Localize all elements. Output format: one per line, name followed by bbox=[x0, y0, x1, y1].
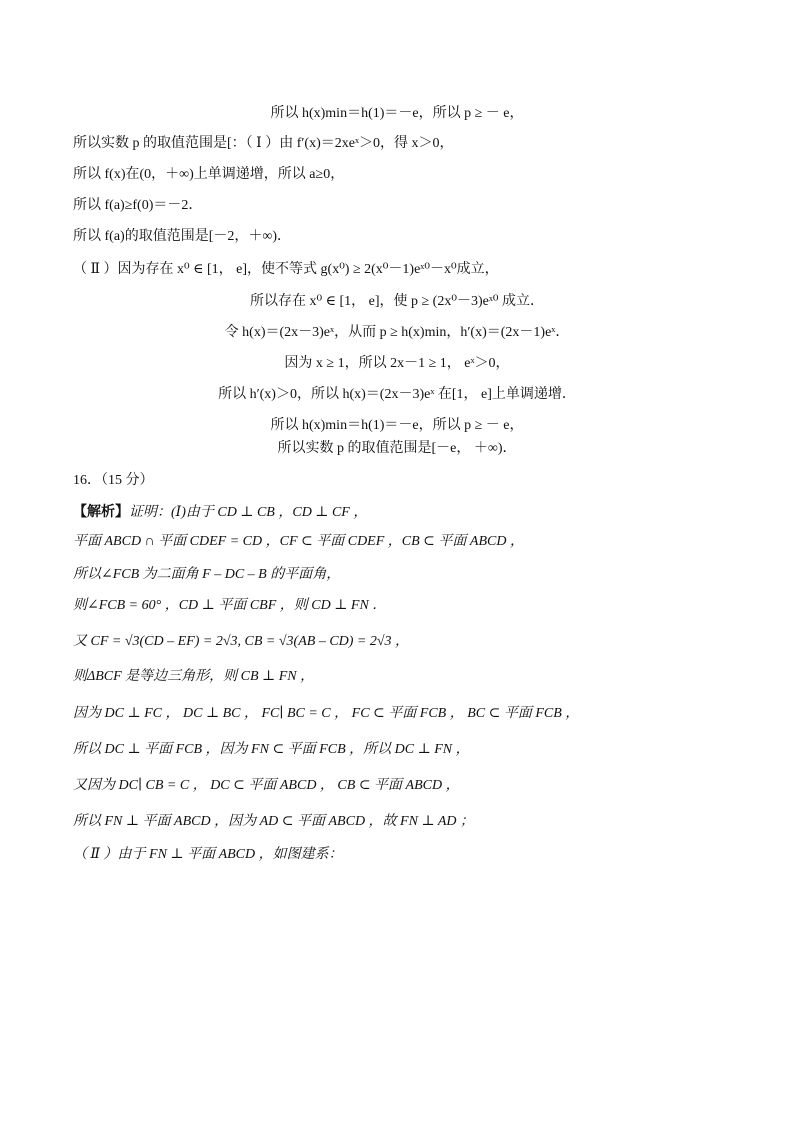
text-line: 所以 f(a)≥f(0)＝－2． bbox=[73, 198, 203, 213]
text-line: 所以 h′(x)＞0，所以 h(x)＝(2x－3)eˣ 在[1， e]上单调递增． bbox=[218, 387, 576, 402]
text-line: 因为 x ≥ 1，所以 2x－1 ≥ 1， eˣ＞0， bbox=[284, 356, 510, 371]
text-line: 则∠FCB = 60° ，CD ⊥ 平面 CBF ，则 CD ⊥ FN ． bbox=[73, 598, 387, 613]
text-line: 所以 f(a)的取值范围是[－2，＋∞)． bbox=[73, 229, 292, 244]
text-line: 令 h(x)＝(2x－3)eˣ，从而 p ≥ h(x)min，h′(x)＝(2x－1)eˣ． bbox=[224, 325, 570, 340]
text-line: 所以∠FCB 为二面角 F – DC – B 的平面角， bbox=[73, 567, 341, 582]
text-line: 所以 h(x)min＝h(1)＝－e，所以 p ≥ － e， bbox=[270, 106, 524, 121]
text-line: 因为 DC ⊥ FC ， DC ⊥ BC ， FC∣ BC = C ， FC ⊂ 平面 FCB ， BC ⊂ 平面 FCB ， bbox=[73, 706, 580, 721]
text-line: 所以 FN ⊥ 平面 ABCD ，因为 AD ⊂ 平面 ABCD ，故 FN ⊥ AD ； bbox=[73, 814, 475, 829]
question-number: 16．（15 分） bbox=[73, 473, 154, 488]
text-line: 所以实数 p 的取值范围是[：（ Ⅰ ）由 f′(x)＝2xeˣ＞0，得 x＞0， bbox=[73, 136, 454, 151]
text-line: （ Ⅱ ）由于 FN ⊥ 平面 ABCD ，如图建系： bbox=[73, 847, 343, 862]
solution-line bbox=[73, 502, 367, 522]
text-line: 所以实数 p 的取值范围是[－e， ＋∞)． bbox=[277, 441, 517, 456]
text-line: 证明：(Ⅰ)由于 CD ⊥ CB ，CD ⊥ CF ， bbox=[129, 505, 368, 520]
text-line: 所以 h(x)min＝h(1)＝－e，所以 p ≥ － e， bbox=[270, 418, 524, 433]
text-line: 所以存在 x⁰ ∈ [1， e]，使 p ≥ (2x⁰－3)eˣ⁰ 成立． bbox=[249, 294, 544, 309]
text-line: 则ΔBCF 是等边三角形，则 CB ⊥ FN ， bbox=[73, 669, 315, 684]
text-line: 所以 f(x)在(0，＋∞)上单调递增，所以 a≥0， bbox=[73, 167, 345, 182]
text-line: （ Ⅱ ）因为存在 x⁰ ∈ [1， e]，使不等式 g(x⁰) ≥ 2(x⁰－1)eˣ⁰－x⁰成立， bbox=[73, 262, 499, 277]
text-line: 又 CF = √3(CD – EF) = 2√3, CB = √3(AB – CD) = 2√3 ， bbox=[73, 634, 410, 649]
analysis-label: 【解析】 bbox=[73, 503, 129, 519]
text-line: 又因为 DC∣ CB = C ， DC ⊂ 平面 ABCD ， CB ⊂ 平面 ABCD ， bbox=[73, 778, 460, 793]
text-line: 平面 ABCD ∩ 平面 CDEF = CD ，CF ⊂ 平面 CDEF ，CB ⊂ 平面 ABCD ， bbox=[73, 534, 524, 549]
text-line: 所以 DC ⊥ 平面 FCB ，因为 FN ⊂ 平面 FCB ，所以 DC ⊥ FN ， bbox=[73, 742, 470, 757]
